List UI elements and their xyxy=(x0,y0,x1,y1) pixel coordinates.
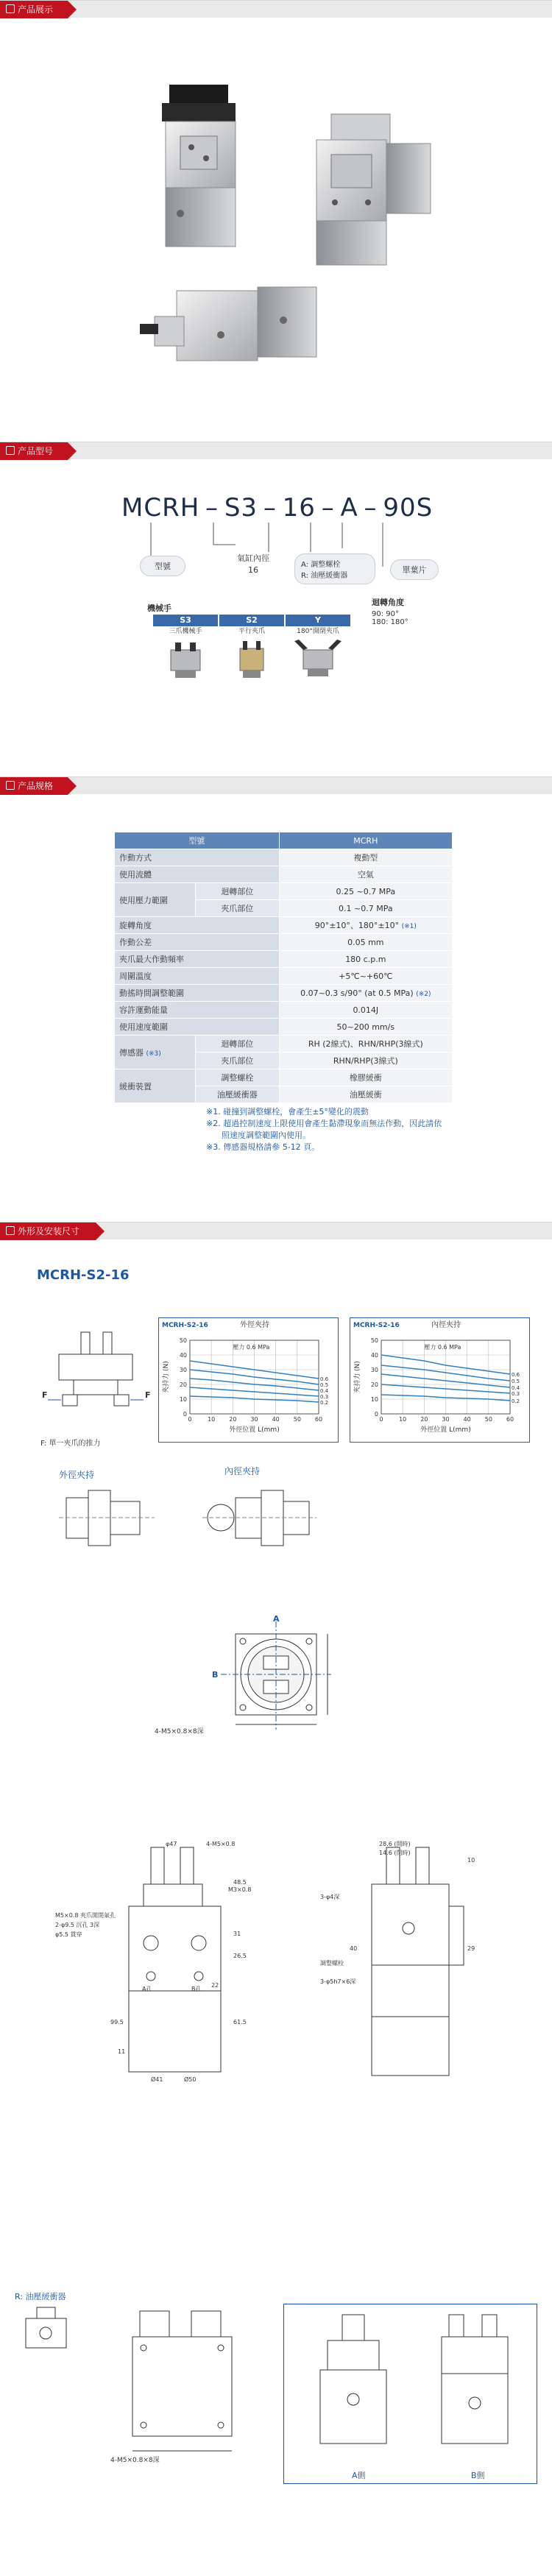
x-tick-label: 0 xyxy=(188,1416,192,1423)
series-label: 0.2 xyxy=(320,1400,329,1406)
svg-text:A: A xyxy=(273,1616,280,1624)
chart-subtitle: 內徑夾持 xyxy=(431,1321,461,1329)
chart-inner-grip xyxy=(350,1317,530,1443)
s2-gripper-icon xyxy=(219,637,284,681)
section-bar-model xyxy=(0,442,552,459)
series-label: 0.4 xyxy=(320,1388,329,1394)
chart-title: MCRH-S2-16 xyxy=(353,1322,400,1329)
product-y-photo xyxy=(140,287,316,361)
svg-text:φ5.5 貫穿: φ5.5 貫穿 xyxy=(55,1931,82,1938)
svg-text:A孔: A孔 xyxy=(142,1986,152,1992)
hand-option-y: Y 180°開閉夾爪 xyxy=(286,615,350,684)
adjust-bubble: A: 調整螺栓 R: 油壓緩衝器 xyxy=(294,553,375,584)
x-tick-label: 30 xyxy=(250,1416,258,1423)
svg-text:B孔: B孔 xyxy=(191,1986,202,1992)
note-2: ※2. 超過控制速度上限使用會產生黏滯現象而無法作動，因此請依 xyxy=(206,1119,442,1128)
inner-grip-drawing xyxy=(195,1483,320,1553)
svg-text:28.6 (開時): 28.6 (開時) xyxy=(379,1841,411,1847)
chart-annotation: 壓力 0.6 MPa xyxy=(233,1344,270,1351)
series-label: 0.2 xyxy=(512,1398,520,1404)
chart-subtitle: 外徑夾持 xyxy=(240,1321,269,1329)
svg-text:40: 40 xyxy=(350,1945,358,1952)
spec-table xyxy=(114,832,453,1103)
y-tick-label: 50 xyxy=(370,1337,378,1344)
table-row: 傳感器 (※3) 迴轉部位 RH (2線式)、RHN/RHP(3線式) xyxy=(115,1036,453,1052)
view-b-drawing xyxy=(427,2311,537,2458)
x-tick-label: 40 xyxy=(272,1416,280,1423)
svg-text:2-φ9.5 沉孔 3深: 2-φ9.5 沉孔 3深 xyxy=(55,1922,100,1928)
y-tick-label: 20 xyxy=(179,1381,187,1388)
force-schematic xyxy=(40,1328,158,1432)
x-tick-label: 20 xyxy=(420,1416,428,1423)
y-tick-label: 30 xyxy=(179,1367,187,1373)
outer-grip-drawing xyxy=(37,1483,162,1553)
y-axis-label: 夾持力 (N) xyxy=(354,1361,361,1393)
r-mount-note: 4-M5×0.8×8深 xyxy=(110,2457,160,2464)
svg-text:B: B xyxy=(212,1670,219,1680)
y-tick-label: 10 xyxy=(179,1396,187,1403)
chart-outer-grip xyxy=(158,1317,339,1443)
section-tag: 产品规格 xyxy=(0,777,68,795)
svg-text:M5×0.8 夾爪開閉氣孔: M5×0.8 夾爪開閉氣孔 xyxy=(55,1912,116,1919)
svg-text:61.5: 61.5 xyxy=(233,2019,247,2025)
r-version-small-view xyxy=(15,2304,81,2363)
section-bar-spec xyxy=(0,776,552,794)
mount-note: 4-M5×0.8×8深 xyxy=(155,1728,204,1735)
hand-title: 機械手 xyxy=(147,604,171,613)
y-tick-label: 20 xyxy=(370,1381,378,1388)
chart-title: MCRH-S2-16 xyxy=(162,1322,208,1329)
x-tick-label: 50 xyxy=(484,1416,492,1423)
series-label: 0.4 xyxy=(512,1385,520,1391)
view-a-drawing xyxy=(302,2311,412,2458)
svg-text:調整螺栓: 調整螺栓 xyxy=(320,1960,344,1967)
table-row: 使用流體 空氣 xyxy=(115,866,453,883)
svg-text:48.5: 48.5 xyxy=(233,1879,247,1886)
outer-grip-label: 外徑夾持 xyxy=(59,1470,95,1480)
x-tick-label: 60 xyxy=(506,1416,514,1423)
svg-text:4-M5×0.8: 4-M5×0.8 xyxy=(206,1841,236,1847)
table-row: 夾爪部位 0.1 ~0.7 MPa xyxy=(115,900,453,917)
single-vane-bubble: 單葉片 xyxy=(390,559,439,580)
section-tag: 产品型号 xyxy=(0,442,68,460)
table-row: 作動方式 複動型 xyxy=(115,849,453,866)
table-row: 夾爪最大作動頻率 180 c.p.m xyxy=(115,951,453,968)
svg-text:11: 11 xyxy=(118,2048,126,2055)
note-2-cont: 照速度調整範圍內使用。 xyxy=(222,1130,311,1140)
series-label: 0.3 xyxy=(512,1391,520,1397)
label-type-bubble: 型號 xyxy=(140,556,185,576)
r-version-top-view xyxy=(118,2304,250,2473)
box-icon xyxy=(6,781,15,790)
series-label: 0.3 xyxy=(320,1394,329,1400)
svg-text:29: 29 xyxy=(467,1945,475,1952)
y-gripper-icon xyxy=(286,637,350,681)
x-axis-label: 外徑位置 L(mm) xyxy=(229,1426,280,1434)
y-tick-label: 40 xyxy=(370,1352,378,1359)
x-tick-label: 20 xyxy=(229,1416,237,1423)
r-caption: R: 油壓緩衝器 xyxy=(15,2292,66,2301)
section-tag: 产品展示 xyxy=(0,1,68,18)
y-tick-label: 40 xyxy=(179,1352,187,1359)
x-tick-label: 0 xyxy=(379,1416,383,1423)
chart-annotation: 壓力 0.6 MPa xyxy=(424,1344,461,1351)
svg-text:22: 22 xyxy=(211,1982,219,1989)
rotation-angle-block: 迴轉角度 90: 90° 180: 180° xyxy=(372,598,408,626)
table-row: 夾爪部位 RHN/RHP(3線式) xyxy=(115,1052,453,1069)
x-tick-label: 10 xyxy=(208,1416,216,1423)
section-tag: 外形及安装尺寸 xyxy=(0,1222,96,1240)
product-s2-photo xyxy=(316,114,431,265)
series-label: 0.5 xyxy=(512,1379,520,1384)
svg-text:F: F xyxy=(42,1390,48,1400)
series-label: 0.5 xyxy=(320,1382,329,1388)
svg-text:3-φ4深: 3-φ4深 xyxy=(320,1894,340,1900)
chart-outer-svg xyxy=(159,1318,339,1443)
table-row: 緩衝裝置 調整螺栓 橡膠緩衝 xyxy=(115,1069,453,1086)
table-row: 使用壓力範圍 迴轉部位 0.25 ~0.7 MPa xyxy=(115,883,453,900)
inner-grip-label: 內徑夾持 xyxy=(224,1466,261,1476)
svg-text:Ø50: Ø50 xyxy=(184,2076,197,2083)
s3-gripper-icon xyxy=(153,637,218,681)
spec-header-row: 型號 MCRH xyxy=(115,832,453,849)
x-tick-label: 60 xyxy=(314,1416,323,1423)
table-row: 使用速度範圍 50~200 mm/s xyxy=(115,1019,453,1036)
svg-text:99.5: 99.5 xyxy=(110,2019,124,2025)
hand-option-s3: S3 三爪機械手 xyxy=(153,615,218,684)
section-bar-dims xyxy=(0,1222,552,1239)
svg-text:10: 10 xyxy=(467,1857,475,1864)
svg-text:14.6 (閉時): 14.6 (閉時) xyxy=(379,1850,411,1856)
x-tick-label: 50 xyxy=(293,1416,301,1423)
view-b-label: B側 xyxy=(471,2471,485,2480)
table-row: 旋轉角度 90°±10°、180°±10° (※1) xyxy=(115,917,453,934)
svg-text:26.5: 26.5 xyxy=(233,1953,247,1959)
note-1: ※1. 碰撞到調整螺栓，會產生±5°變化的震動 xyxy=(206,1107,369,1117)
box-icon xyxy=(6,1226,15,1235)
hand-options xyxy=(153,615,352,684)
y-axis-label: 夾持力 (N) xyxy=(163,1361,170,1393)
svg-text:F: F xyxy=(145,1390,151,1400)
table-row: 動搖時間調整範圍 0.07~0.3 s/90° (at 0.5 MPa) (※2) xyxy=(115,985,453,1002)
series-label: 0.6 xyxy=(320,1376,329,1382)
table-row: 油壓緩衝器 油壓緩衝 xyxy=(115,1086,453,1103)
y-tick-label: 50 xyxy=(179,1337,187,1344)
svg-text:M3×0.8: M3×0.8 xyxy=(228,1886,252,1893)
x-tick-label: 10 xyxy=(399,1416,407,1423)
box-icon xyxy=(6,4,15,13)
svg-text:3-φ5h7×6深: 3-φ5h7×6深 xyxy=(320,1978,356,1985)
hand-option-s2: S2 平行夾爪 xyxy=(219,615,284,684)
top-view-drawing xyxy=(206,1616,397,1741)
y-tick-label: 30 xyxy=(370,1367,378,1373)
side-elevations-drawing xyxy=(40,1840,526,2083)
table-row: 周圍溫度 +5℃~+60℃ xyxy=(115,968,453,985)
series-label: 0.6 xyxy=(512,1372,520,1378)
bore-label: 氣缸內徑 16 xyxy=(237,553,269,575)
product-s3-photo xyxy=(162,85,236,247)
product-photos xyxy=(110,70,449,379)
chart-inner-svg xyxy=(350,1318,531,1443)
view-a-label: A側 xyxy=(352,2471,366,2480)
svg-text:Ø41: Ø41 xyxy=(151,2076,163,2083)
x-tick-label: 30 xyxy=(442,1416,450,1423)
force-caption: F: 單一夾爪的推力 xyxy=(40,1440,101,1448)
y-tick-label: 0 xyxy=(183,1411,187,1418)
x-tick-label: 40 xyxy=(463,1416,471,1423)
dims-title: MCRH-S2-16 xyxy=(37,1267,130,1283)
table-row: 容許運動能量 0.014J xyxy=(115,1002,453,1019)
y-tick-label: 0 xyxy=(374,1411,378,1418)
y-tick-label: 10 xyxy=(370,1396,378,1403)
model-code: MCRH – S3 – 16 – A – 90S xyxy=(121,493,434,523)
note-3: ※3. 傳感器規格請參 5-12 頁。 xyxy=(206,1142,320,1152)
svg-text:31: 31 xyxy=(233,1931,241,1937)
table-row: 作動公差 0.05 mm xyxy=(115,934,453,951)
box-icon xyxy=(6,446,15,455)
svg-text:φ47: φ47 xyxy=(166,1841,177,1847)
x-axis-label: 外徑位置 L(mm) xyxy=(420,1426,471,1434)
section-bar-display xyxy=(0,0,552,18)
